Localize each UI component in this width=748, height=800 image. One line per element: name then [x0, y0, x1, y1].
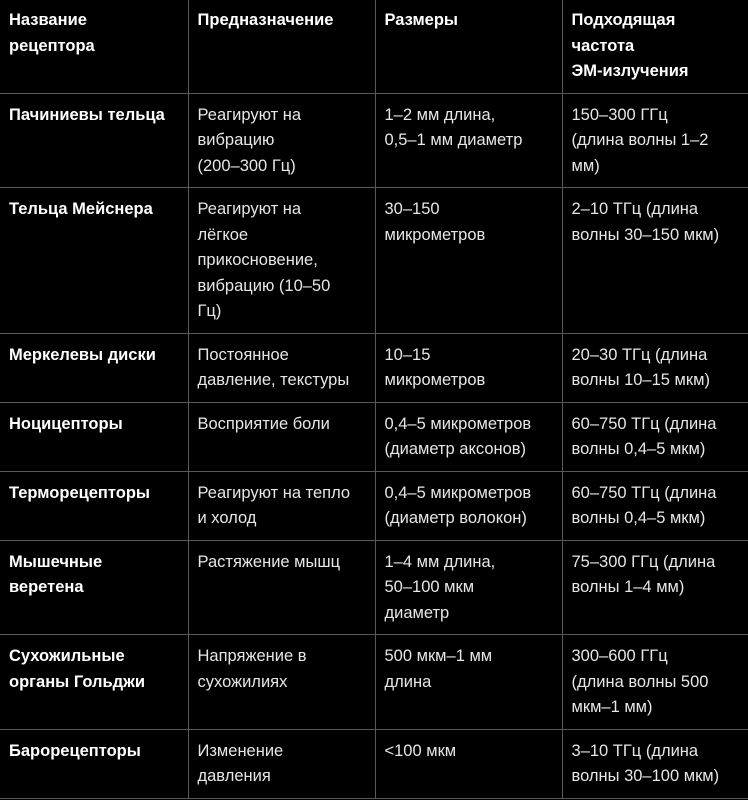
table-row — [0, 729, 748, 798]
receptor-name-cell: Меркелевы диски — [0, 333, 188, 402]
frequency-cell: 150–300 ГГц (длина волны 1–2 мм) — [562, 93, 748, 188]
header-size: Размеры — [375, 0, 562, 93]
size-cell: 500 мкм–1 мм длина — [375, 635, 562, 730]
size-cell: 0,4–5 микрометров (диаметр волокон) — [375, 471, 562, 540]
header-receptor-name: Название рецептора — [0, 0, 188, 93]
receptor-name-cell: Мышечные веретена — [0, 540, 188, 635]
table-row — [0, 471, 748, 540]
table-row — [0, 333, 748, 402]
table-row — [0, 402, 748, 471]
frequency-cell: 2–10 ТГц (длина волны 30–150 мкм) — [562, 188, 748, 334]
table-row — [0, 540, 748, 635]
table-row — [0, 93, 748, 188]
frequency-cell: 300–600 ГГц (длина волны 500 мкм–1 мм) — [562, 635, 748, 730]
table-row — [0, 188, 748, 334]
size-cell: 30–150 микрометров — [375, 188, 562, 334]
table-header-row — [0, 0, 748, 93]
purpose-cell: Реагируют на лёгкое прикосновение, вибрацию (10–50 Гц) — [188, 188, 375, 334]
purpose-cell: Восприятие боли — [188, 402, 375, 471]
purpose-cell: Растяжение мышц — [188, 540, 375, 635]
frequency-cell: 60–750 ТГц (длина волны 0,4–5 мкм) — [562, 402, 748, 471]
purpose-cell: Реагируют на вибрацию (200–300 Гц) — [188, 93, 375, 188]
frequency-cell: 20–30 ТГц (длина волны 10–15 мкм) — [562, 333, 748, 402]
receptor-name-cell: Сухожильные органы Гольджи — [0, 635, 188, 730]
receptor-name-cell: Пачиниевы тельца — [0, 93, 188, 188]
purpose-cell: Изменение давления — [188, 729, 375, 798]
header-purpose: Предназначение — [188, 0, 375, 93]
frequency-cell: 3–10 ТГц (длина волны 30–100 мкм) — [562, 729, 748, 798]
frequency-cell: 75–300 ГГц (длина волны 1–4 мм) — [562, 540, 748, 635]
receptor-name-cell: Барорецепторы — [0, 729, 188, 798]
purpose-cell: Напряжение в сухожилиях — [188, 635, 375, 730]
size-cell: 1–4 мм длина, 50–100 мкм диаметр — [375, 540, 562, 635]
table-row — [0, 635, 748, 730]
purpose-cell: Постоянное давление, текстуры — [188, 333, 375, 402]
size-cell: <100 мкм — [375, 729, 562, 798]
receptor-name-cell: Терморецепторы — [0, 471, 188, 540]
size-cell: 1–2 мм длина, 0,5–1 мм диаметр — [375, 93, 562, 188]
size-cell: 0,4–5 микрометров (диаметр аксонов) — [375, 402, 562, 471]
receptor-name-cell: Ноцицепторы — [0, 402, 188, 471]
purpose-cell: Реагируют на тепло и холод — [188, 471, 375, 540]
receptor-name-cell: Тельца Мейснера — [0, 188, 188, 334]
header-frequency: Подходящая частота ЭМ-излучения — [562, 0, 748, 93]
size-cell: 10–15 микрометров — [375, 333, 562, 402]
frequency-cell: 60–750 ТГц (длина волны 0,4–5 мкм) — [562, 471, 748, 540]
